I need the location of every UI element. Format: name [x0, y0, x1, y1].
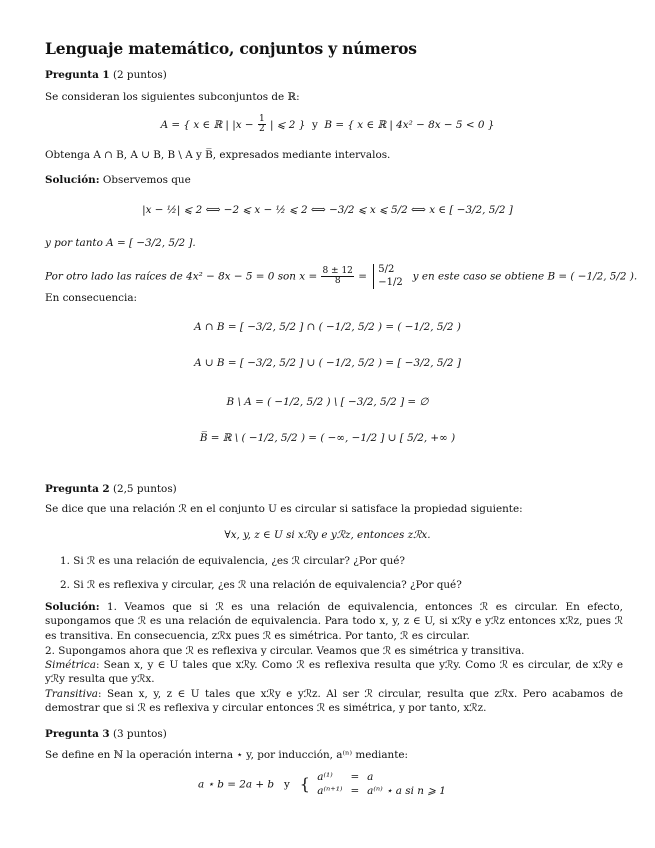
q2-points: (2,5 puntos) [112, 483, 177, 495]
q1-heading: Pregunta 1 [45, 69, 110, 81]
q2-item-1: 1. Si ℛ es una relación de equivalencia, ¿es ℛ circular? ¿Por qué? [60, 555, 405, 567]
q1-roots-pre: Por otro lado las raíces de 4x² − 8x − 5 = 0 son x = [45, 270, 318, 283]
q1-def-a: A = { x ∈ ℝ | [160, 118, 229, 131]
q2-sym-label: Simétrica [45, 659, 96, 671]
q3-heading: Pregunta 3 [45, 728, 110, 740]
q3-operation: a ⋆ b = 2a + b [198, 778, 275, 791]
q1-roots-cases [373, 264, 402, 289]
q1-points: (2 puntos) [112, 69, 167, 81]
q1-def-a-abs-rhs: | ⩽ 2 } [269, 118, 306, 131]
q1-therefore: y por tanto A = [ −3/2, 5/2 ]. [45, 237, 196, 249]
q2-sym-text: : Sean x, y ∈ U tales que xℛy. Como ℛ es reflexiva resulta que yℛy. Como ℛ es circular, de xℛy e yℛy resulta que yℛx. [45, 659, 623, 686]
q3-points: (3 puntos) [112, 728, 167, 740]
q1-eq-complement: B̅ = ℝ \ ( −1/2, 5/2 ) = ( −∞, −1/2 ] ∪ [ 5/2, +∞ ) [199, 432, 456, 444]
q3-row1-eq: = [350, 771, 360, 783]
q2-solution [45, 600, 623, 643]
q2-transitive-paragraph [45, 687, 623, 716]
q1-roots-fraction [321, 267, 353, 287]
q3-intro: Se define en ℕ la operación interna ⋆ y, por inducción, a⁽ⁿ⁾ mediante: [45, 749, 409, 761]
q3-row2-eq: = [350, 785, 360, 798]
q2-property: ∀x, y, z ∈ U si xℛy e yℛz, entonces zℛx. [224, 529, 431, 541]
q1-consequence: En consecuencia: [45, 292, 138, 304]
q2-symmetric-paragraph [45, 658, 623, 687]
q1-half-fraction: $\frac{1}{2}$ [258, 114, 265, 135]
q1-roots-post: y en este caso se obtiene B = ( −1/2, 5/2 ). [412, 270, 638, 283]
page-title: Lenguaje matemático, conjuntos y números [45, 39, 417, 58]
q2-heading: Pregunta 2 [45, 483, 110, 495]
q1-intro: Se consideran los siguientes subconjuntos de ℝ: [45, 91, 300, 103]
q1-header [45, 68, 167, 82]
q2-trans-label: Transitiva [45, 688, 99, 700]
q3-row1-lhs: a⁽¹⁾ [317, 771, 333, 783]
q1-set-definitions [0, 115, 655, 135]
q1-task: Obtenga A ∩ B, A ∪ B, B \ A y B̅, expresados mediante intervalos. [45, 149, 391, 161]
q3-and: y [283, 778, 290, 791]
q1-solution-label: Solución: [45, 174, 100, 186]
q1-eq-difference: B \ A = ( −1/2, 5/2 ) \ [ −3/2, 5/2 ] = ∅ [226, 396, 429, 408]
q1-roots-frac-den: 8 [334, 276, 341, 286]
q3-definition [198, 770, 450, 799]
q3-row-2 [313, 784, 450, 798]
q3-row-1 [313, 770, 450, 784]
q2-solution-p1: 1. Veamos que si ℛ es una relación de equivalencia, entonces ℛ es circular. En efecto, supongamos que ℛ es una relación de equivalencia. Para todo x, y, z ∈ U, si xℛy e yℛz entonces xℛz, pues ℛ es transitiva. En consecuencia, zℛx pues ℛ es simétrica. Por tanto, ℛ es circular. [45, 601, 623, 642]
q3-recursion-table [313, 770, 450, 799]
q2-intro: Se dice que una relación ℛ en el conjunto U es circular si satisface la propiedad siguiente: [45, 503, 523, 515]
q1-roots-case2: −1/2 [378, 276, 403, 288]
q1-roots-line: Por otro lado las raíces de 4x² − 8x − 5 = 0 son x = $\frac{8 \pm 12}{8}$ = 5/2 −1/2 y en este caso se obtiene B = ( −1/2, 5/2 ). [45, 264, 638, 288]
q2-trans-text: : Sean x, y, z ∈ U tales que xℛy e yℛz. Al ser ℛ circular, resulta que zℛx. Pero acabamos de demostrar que si ℛ es reflexiva y circular entonces ℛ es simétrica, y por tanto, xℛz. [45, 688, 623, 715]
q1-solution-intro [45, 173, 191, 187]
q2-item-2: 2. Si ℛ es reflexiva y circular, ¿es ℛ una relación de equivalencia? ¿Por qué? [60, 579, 462, 591]
q1-solution-text: Observemos que [102, 174, 191, 186]
q1-roots-case1: 5/2 [378, 264, 395, 275]
q1-equivalence-chain: |x − ½| ⩽ 2 ⟺ −2 ⩽ x − ½ ⩽ 2 ⟺ −3/2 ⩽ x ⩽ 5/2 ⟺ x ∈ [ −3/2, 5/2 ] [142, 204, 513, 216]
q2-header [45, 482, 177, 496]
q2-solution-p2: 2. Supongamos ahora que ℛ es reflexiva y circular. Veamos que ℛ es simétrica y transitiva. [45, 645, 525, 657]
q1-roots-frac-num: 8 ± 12 [322, 265, 353, 276]
q1-def-and: y [311, 118, 318, 131]
q1-def-a-abs-lhs: |x − [232, 118, 254, 131]
q3-row2-rhs: a⁽ⁿ⁾ ⋆ a si n ⩾ 1 [367, 785, 446, 798]
q3-row1-rhs: a [367, 771, 374, 783]
q3-row2-lhs: a⁽ⁿ⁺¹⁾ [317, 785, 343, 798]
q2-solution-label: Solución: [45, 601, 100, 613]
q1-eq-union: A ∪ B = [ −3/2, 5/2 ] ∪ ( −1/2, 5/2 ) = [ −3/2, 5/2 ] [194, 357, 461, 369]
q1-def-b: B = { x ∈ ℝ | 4x² − 8x − 5 < 0 } [324, 118, 495, 131]
q3-header [45, 727, 167, 741]
q3-brace: { [299, 774, 310, 794]
q1-eq-intersection: A ∩ B = [ −3/2, 5/2 ] ∩ ( −1/2, 5/2 ) = ( −1/2, 5/2 ) [194, 321, 461, 333]
